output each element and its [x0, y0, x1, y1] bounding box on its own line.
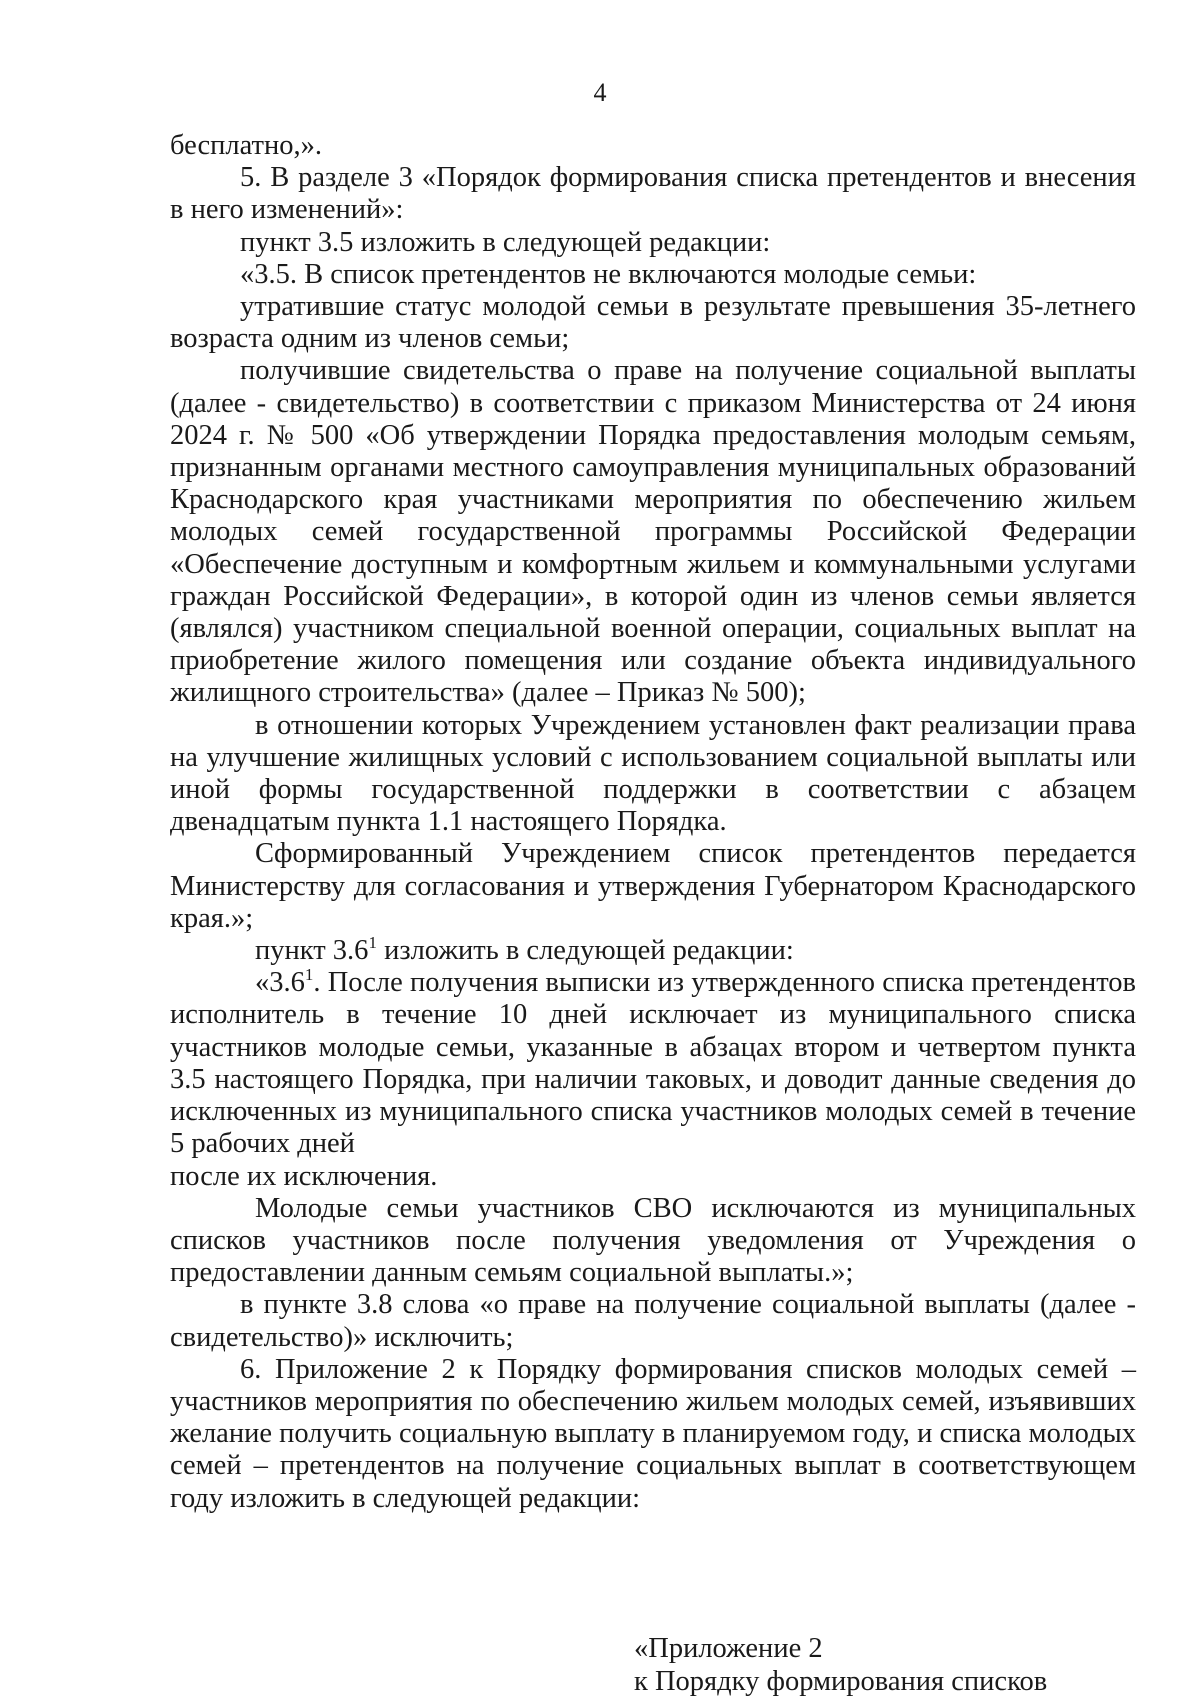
appendix-title: «Приложение 2 — [634, 1633, 823, 1664]
paragraph-item-3-5-intro: пункт 3.5 изложить в следующей редакции: — [240, 226, 771, 258]
paragraph-right-realized: в отношении которых Учреждением установлен факт реализации права на улучшение жилищных условий с использованием социальной выплаты или иной формы государственной поддержки в соответствии с абзацем двенадцатым пункта 1.1 настоящего Порядка. — [170, 709, 1136, 838]
item-3-6-1-intro-superscript: 1 — [368, 933, 377, 953]
paragraph-item-3-6-1-intro — [170, 935, 1136, 967]
appendix-header — [634, 1632, 1154, 1698]
appendix-subtitle: к Порядку формирования списков — [634, 1666, 1048, 1697]
document-body — [170, 130, 1136, 1515]
paragraph-item-3-5-text: «3.5. В список претендентов не включаются молодые семьи: — [240, 258, 977, 290]
paragraph-item-3-8: в пункте 3.8 слова «о праве на получение социальной выплаты (далее - свидетельство)» исключить; — [170, 1289, 1136, 1353]
item-3-6-1-text-before: «3.6 — [255, 967, 305, 999]
paragraph-item-5: 5. В разделе 3 «Порядок формирования списка претендентов и внесения в него изменений»: — [170, 162, 1136, 226]
item-3-6-1-intro-before: пункт 3.6 — [255, 935, 369, 967]
paragraph-item-6: 6. Приложение 2 к Порядку формирования списков молодых семей – участников мероприятия по обеспечению жильем молодых семей, изъявивших желание получить социальную выплату в планируемом году, и списка молодых семей – претендентов на получение социальных выплат в соответствующем году изложить в следующей редакции: — [170, 1353, 1136, 1514]
item-3-6-1-text-superscript: 1 — [304, 965, 314, 985]
paragraph-after-exclusion: после их исключения. — [170, 1160, 438, 1192]
item-3-6-1-intro-after: изложить в следующей редакции: — [376, 935, 794, 967]
paragraph-item-3-6-1-text — [170, 967, 1136, 1160]
paragraph-continuation: бесплатно,». — [170, 130, 322, 161]
paragraph-svo-families: Молодые семьи участников СВО исключаются из муниципальных списков участников после получения уведомления от Учреждения о предоставлении данным семьям социальной выплаты.»; — [170, 1192, 1136, 1289]
item-3-6-1-text-after: . После получения выписки из утвержденного списка претендентов исполнитель в течение 10 дней исключает из муниципального списка участников молодые семьи, указанные в абзацах втором и четвертом пункта 3.5 настоящего Порядка, при наличии таковых, и доводит данные сведения до исключенных из муниципального списка участников молодых семей в течение 5 рабочих дней — [170, 967, 1136, 1160]
page-number: 4 — [593, 78, 607, 107]
paragraph-age-exceeded: утратившие статус молодой семьи в результате превышения 35-летнего возраста одним из членов семьи; — [170, 291, 1136, 355]
paragraph-list-submitted: Сформированный Учреждением список претендентов передается Министерству для согласования и утверждения Губернатором Краснодарского края.»; — [170, 838, 1136, 934]
paragraph-certificates-received: получившие свидетельства о праве на получение социальной выплаты (далее - свидетельство) в соответствии с приказом Министерства от 24 июня 2024 г. № 500 «Об утверждении Порядка предоставления молодым семьям, признанным органами местного самоуправления муниципальных образований Краснодарского края участниками мероприятия по обеспечению жильем молодых семей государственной программы Российской Федерации «Обеспечение доступным и комфортным жильем и коммунальными услугами граждан Российской Федерации», в которой один из членов семьи является (являлся) участником специальной военной операции, социальных выплат на приобретение жилого помещения или создание объекта индивидуального жилищного строительства» (далее – Приказ № 500); — [170, 355, 1136, 709]
